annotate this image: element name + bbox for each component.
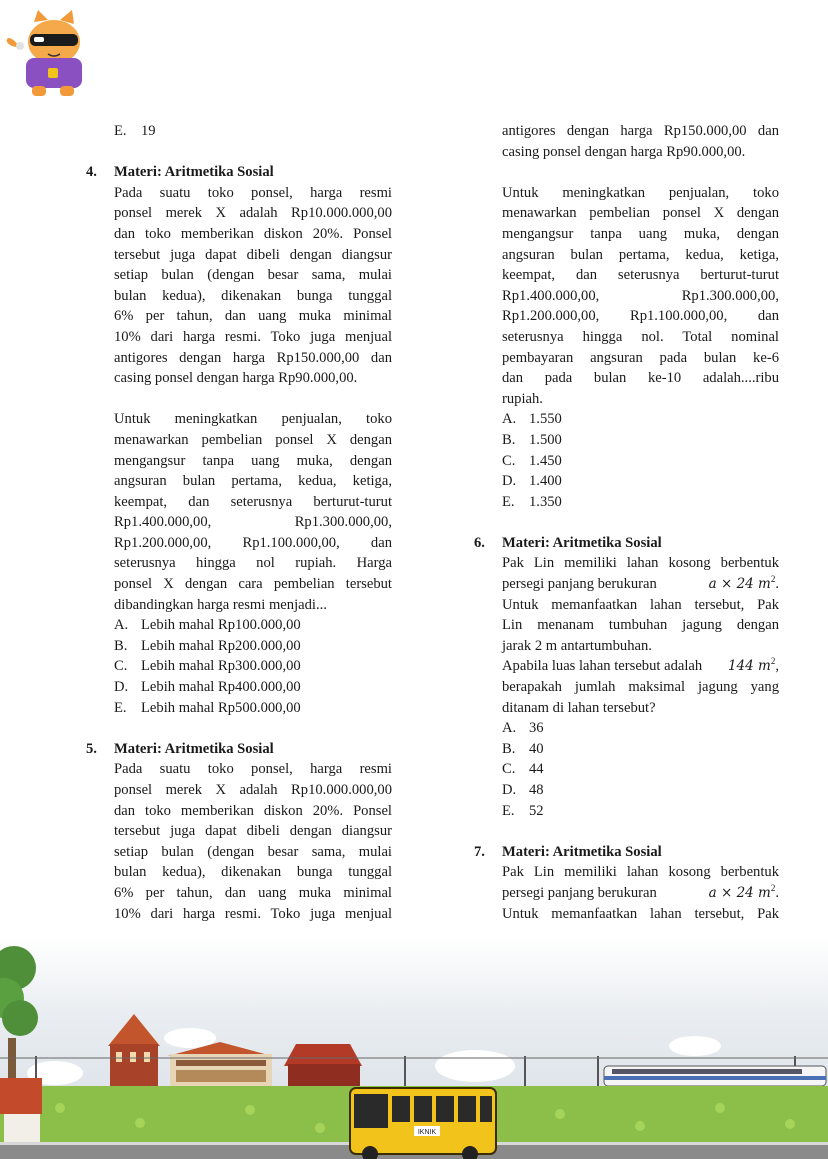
q5-option-d: D. 1.400 bbox=[502, 473, 562, 490]
q6-line-2: persegi panjang berukuran a × 24 $m^2$. bbox=[502, 574, 779, 593]
traditional-house-icon bbox=[284, 1044, 362, 1086]
q5-option-b: B. 1.500 bbox=[502, 431, 562, 448]
q5-option-e: E. 1.350 bbox=[502, 493, 562, 510]
q5-options bbox=[474, 409, 779, 512]
q5-option-a: A. 1.550 bbox=[502, 411, 562, 428]
q4-option-d: D. Lebih mahal Rp400.000,00 bbox=[114, 679, 301, 696]
q6-option-b: B. 40 bbox=[502, 740, 544, 757]
q4-option-b: B. Lebih mahal Rp200.000,00 bbox=[114, 637, 301, 654]
left-column bbox=[86, 121, 392, 924]
q4-paragraph-2: Untuk meningkatkan penjualan, toko menawarkan pembelian ponsel X dengan mengangsur tanpa uang muka, dengan angsuran bulan pertama, kedua, ketiga, keempat, dan seterusnya berturut-turut Rp1.400.000,00, Rp1.300.000,00, Rp1.200.000,00, Rp1.100.000,00, dan seterusnya hingga nol rupiah. Harga ponsel X dengan cara pembelian tersebut dibandingkan harga resmi menjadi... bbox=[114, 411, 392, 613]
right-column bbox=[474, 121, 779, 924]
q5-paragraph-1: Pada suatu toko ponsel, harga resmi ponsel merek X adalah Rp10.000.000,00 dan toko memberikan diskon 20%. Ponsel tersebut juga dapat dibeli dengan diangsur setiap bulan (dengan besar sama, mulai bulan kedua), dikenakan bunga tunggal 6% per tahun, dan uang muka minimal 10% dari harga resmi. Toko juga menjual bbox=[114, 761, 392, 922]
q4-option-e: E. Lebih mahal Rp500.000,00 bbox=[114, 699, 301, 716]
q4-heading: 4. Materi: Aritmetika Sosial bbox=[86, 164, 274, 181]
q5-option-c: C. 1.450 bbox=[502, 452, 562, 469]
q6-body: Pak Lin memiliki lahan kosong berbentuk persegi panjang berukuran a × 24 $m^2$. Untuk memanfaatkan lahan tersebut, Pak Lin menanam tumbuhan jagung dengan jarak 2 m antartumbuhan. Apabila luas lahan tersebut adalah 144 $m^2$, berapakah jumlah maksimal jagung yang ditanam di lahan tersebut? bbox=[502, 555, 779, 716]
q6-options bbox=[474, 718, 779, 821]
q5-heading: 5. Materi: Aritmetika Sosial bbox=[86, 740, 274, 757]
q6-heading: 6. Materi: Aritmetika Sosial bbox=[474, 534, 662, 551]
q6-line-6: Apabila luas lahan tersebut adalah 144 $m^2$, bbox=[502, 656, 779, 675]
cat-mascot-logo bbox=[4, 8, 90, 100]
q5-paragraph-2: Untuk meningkatkan penjualan, toko menawarkan pembelian ponsel X dengan mengangsur tanpa uang muka, dengan angsuran bulan pertama, kedua, ketiga, keempat, dan seterusnya berturut-turut Rp1.400.000,00, Rp1.300.000,00, Rp1.200.000,00, Rp1.100.000,00, dan seterusnya hingga nol. Total nominal pembayaran angsuran pada bulan ke-6 dan pada bulan ke-10 adalah....ribu rupiah. bbox=[502, 184, 779, 407]
q6-option-a: A. 36 bbox=[502, 720, 544, 737]
q4-option-a: A. Lebih mahal Rp100.000,00 bbox=[114, 617, 301, 634]
q6-option-d: D. 48 bbox=[502, 782, 544, 798]
q4-option-c: C. Lebih mahal Rp300.000,00 bbox=[114, 658, 301, 675]
q6-option-c: C. 44 bbox=[502, 761, 544, 778]
q7-heading: 7. Materi: Aritmetika Sosial bbox=[474, 843, 662, 860]
city-scene-illustration bbox=[0, 938, 828, 1159]
q5-continuation: antigores dengan harga Rp150.000,00 dan casing ponsel dengan harga Rp90.000,00. bbox=[502, 123, 779, 160]
bus-plate: IKNIK bbox=[417, 1129, 437, 1136]
q4-options bbox=[86, 615, 392, 718]
q3-option-e: E. 19 bbox=[114, 123, 156, 139]
q7-line-2: persegi panjang berukuran a × 24 $m^2$. bbox=[502, 883, 779, 901]
q6-option-e: E. 52 bbox=[502, 802, 544, 819]
bus-stop-icon bbox=[0, 1078, 42, 1142]
q4-paragraph-1: Pada suatu toko ponsel, harga resmi ponsel merek X adalah Rp10.000.000,00 dan toko memberikan diskon 20%. Ponsel tersebut juga dapat dibeli dengan diangsur setiap bulan (dengan besar sama, mulai bulan kedua), dikenakan bunga tunggal 6% per tahun, dan uang muka minimal 10% dari harga resmi. Toko juga menjual antigores dengan harga Rp150.000,00 dan casing ponsel dengan harga Rp90.000,00. bbox=[114, 184, 392, 387]
q7-body: Pak Lin memiliki lahan kosong berbentuk persegi panjang berukuran a × 24 $m^2$. Untuk memanfaatkan lahan tersebut, Pak bbox=[502, 864, 779, 922]
bus-icon bbox=[350, 1088, 496, 1159]
train-icon bbox=[604, 1066, 826, 1086]
